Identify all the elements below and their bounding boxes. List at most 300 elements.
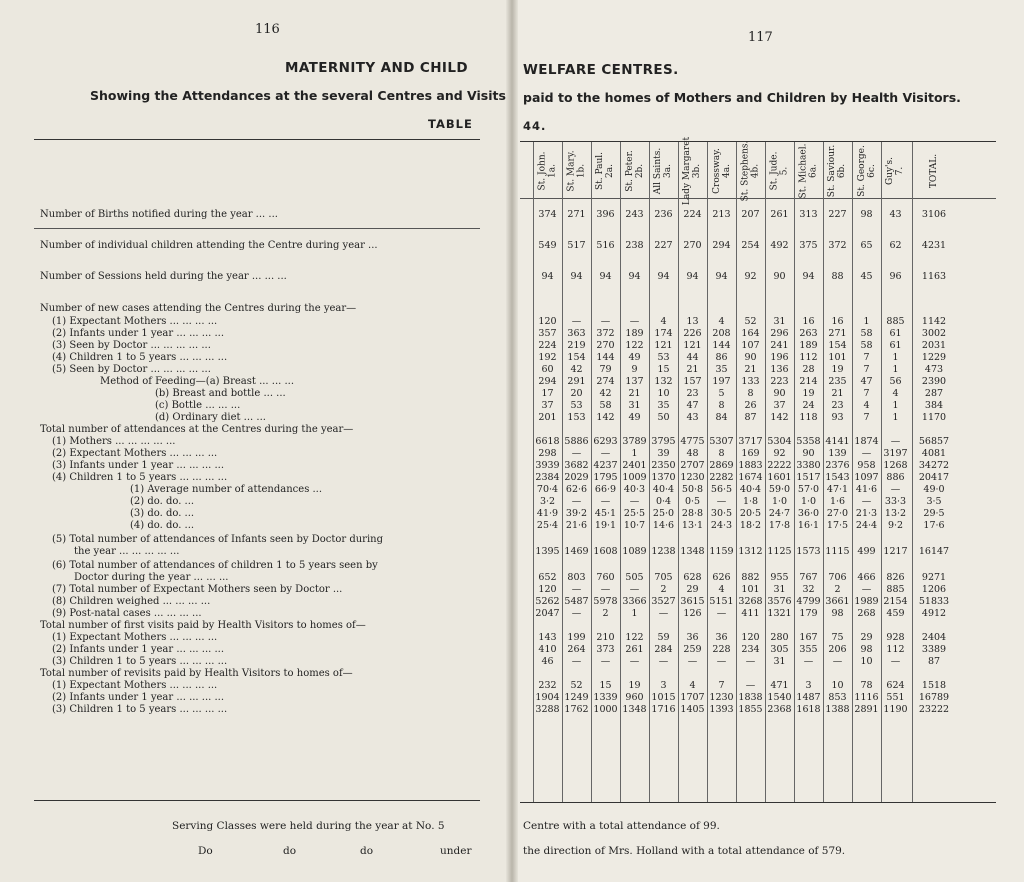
column-header-text: St. George. 6c.	[856, 145, 877, 197]
row-label: (3) do. do. ...	[130, 508, 195, 519]
row-label: (2) Expectant Mothers ... ... ... ...	[52, 448, 218, 459]
table-cell: 112	[799, 352, 818, 363]
table-cell: 1883	[738, 460, 763, 471]
table-cell: 1904	[535, 692, 560, 703]
row-label: Doctor during the year ... ... ...	[74, 572, 229, 583]
table-cell: 30·5	[710, 508, 733, 519]
table-cell: 132	[654, 376, 673, 387]
row-label: (d) Ordinary diet ... ...	[155, 412, 266, 423]
table-cell: 2350	[651, 460, 676, 471]
table-cell: —	[600, 496, 611, 507]
table-cell: 56	[889, 376, 902, 387]
table-cell: 31	[773, 656, 786, 667]
table-cell: 270	[683, 240, 702, 251]
table-cell: 13·1	[681, 520, 704, 531]
table-cell: 2029	[564, 472, 589, 483]
table-cell: 296	[770, 328, 789, 339]
table-cell: 274	[596, 376, 615, 387]
table-cell: 224	[538, 340, 557, 351]
table-cell: 3197	[883, 448, 908, 459]
table-cell: 549	[538, 240, 557, 251]
table-cell: 1163	[921, 271, 947, 282]
table-cell: 90	[744, 352, 757, 363]
row-label: (3) Infants under 1 year ... ... ... ...	[52, 460, 225, 471]
row-label: (1) Mothers ... ... ... ... ...	[52, 436, 176, 447]
table-cell: 5358	[796, 436, 821, 447]
table-cell: 2869	[709, 460, 734, 471]
table-cell: 17·5	[826, 520, 849, 531]
footnote-do-3: do	[360, 845, 374, 857]
row-label: Total number of attendances at the Centres during the year—	[40, 424, 354, 435]
table-cell: 551	[886, 692, 905, 703]
table-cell: 53	[657, 352, 670, 363]
table-cell: 8	[747, 388, 754, 399]
table-cell: 499	[857, 546, 876, 557]
row-label: (6) Total number of attendances of children 1 to 5 years seen by	[52, 560, 378, 571]
table-cell: 1469	[564, 546, 589, 557]
table-cell: 79	[599, 364, 612, 375]
table-cell: 363	[567, 328, 586, 339]
table-cell: 1089	[622, 546, 647, 557]
column-header-text: Lady Margaret 3b.	[682, 136, 703, 206]
table-cell: —	[890, 484, 901, 495]
table-cell: 3795	[651, 436, 676, 447]
table-cell: 4	[660, 316, 667, 327]
table-cell: —	[716, 608, 727, 619]
table-cell: —	[629, 316, 640, 327]
table-cell: 853	[828, 692, 847, 703]
table-cell: 3366	[622, 596, 647, 607]
table-cell: 271	[828, 328, 847, 339]
table-cell: 1125	[767, 546, 792, 557]
table-cell: 1115	[825, 546, 850, 557]
table-cell: 90	[773, 271, 786, 282]
table-cell: 1874	[854, 436, 879, 447]
table-cell: 294	[712, 240, 731, 251]
table-cell: 305	[770, 644, 789, 655]
table-cell: 1601	[767, 472, 792, 483]
table-cell: 143	[538, 632, 557, 643]
table-cell: —	[571, 496, 582, 507]
table-cell: 4141	[825, 436, 850, 447]
table-cell: 294	[538, 376, 557, 387]
table-cell: 374	[538, 209, 557, 220]
table-cell: 189	[799, 340, 818, 351]
table-cell: —	[600, 316, 611, 327]
column-header-text: TOTAL.	[929, 153, 940, 189]
row-label: (5) Total number of attendances of Infants seen by Doctor during	[52, 534, 383, 545]
row-label: (1) Expectant Mothers ... ... ... ...	[52, 632, 218, 643]
table-cell: 36	[686, 632, 699, 643]
table-cell: 15	[599, 680, 612, 691]
table-cell: 96	[889, 271, 902, 282]
table-cell: 1170	[921, 412, 947, 423]
table-cell: —	[716, 656, 727, 667]
table-cell: 219	[567, 340, 586, 351]
table-cell: 3106	[921, 209, 947, 220]
column-header	[768, 148, 792, 194]
table-cell: 3	[805, 680, 812, 691]
table-cell: 1217	[883, 546, 908, 557]
table-cell: 10	[831, 680, 844, 691]
table-cell: 357	[538, 328, 557, 339]
table-cell: 928	[886, 632, 905, 643]
table-cell: 2368	[767, 704, 792, 715]
table-cell: 120	[538, 316, 557, 327]
column-header-text: All Saints. 3a.	[653, 147, 674, 195]
table-cell: 5	[718, 388, 725, 399]
table-cell: 4081	[921, 448, 947, 459]
table-cell: —	[745, 680, 756, 691]
table-cell: 3682	[564, 460, 589, 471]
table-cell: 826	[886, 572, 905, 583]
table-cell: 471	[770, 680, 789, 691]
table-cell: 49	[628, 352, 641, 363]
column-header-text: St. Mary. 1b.	[566, 150, 587, 192]
table-cell: 32	[802, 584, 815, 595]
table-cell: 118	[799, 412, 818, 423]
table-cell: 94	[541, 271, 554, 282]
table-cell: 36·0	[797, 508, 820, 519]
table-cell: 3939	[535, 460, 560, 471]
table-cell: 960	[625, 692, 644, 703]
table-cell: 179	[799, 608, 818, 619]
table-cell: 355	[799, 644, 818, 655]
table-cell: 1238	[651, 546, 676, 557]
table-cell: 101	[741, 584, 760, 595]
table-cell: 885	[886, 584, 905, 595]
table-cell: 21	[686, 364, 699, 375]
table-cell: 21	[831, 388, 844, 399]
row-label: (4) Children 1 to 5 years ... ... ... ...	[52, 352, 228, 363]
row-label: Number of new cases attending the Centres during the year—	[40, 303, 357, 314]
table-cell: 9·2	[887, 520, 904, 531]
table-cell: 29	[860, 632, 873, 643]
table-cell: 50·8	[681, 484, 704, 495]
table-cell: 34272	[918, 460, 950, 471]
column-header-text: St. Saviour. 6b.	[827, 144, 848, 198]
table-cell: 10·7	[623, 520, 646, 531]
table-cell: 5487	[564, 596, 589, 607]
table-cell: 27·0	[826, 508, 849, 519]
table-cell: —	[890, 436, 901, 447]
table-cell: 3288	[535, 704, 560, 715]
table-cell: 235	[828, 376, 847, 387]
table-cell: 23	[831, 400, 844, 411]
table-cell: 313	[799, 209, 818, 220]
table-cell: 1000	[593, 704, 618, 715]
table-cell: 7	[718, 680, 725, 691]
table-cell: 287	[924, 388, 944, 399]
table-cell: 2031	[921, 340, 947, 351]
table-cell: 1·0	[800, 496, 817, 507]
table-cell: 94	[570, 271, 583, 282]
table-cell: 21·6	[565, 520, 588, 531]
table-cell: 46	[541, 656, 554, 667]
table-cell: 226	[683, 328, 702, 339]
table-cell: 58	[860, 328, 873, 339]
table-cell: 98	[831, 608, 844, 619]
table-cell: 154	[567, 352, 586, 363]
row-label: Number of Sessions held during the year ... ... ...	[40, 271, 287, 282]
table-cell: 1321	[767, 608, 792, 619]
table-cell: 23	[686, 388, 699, 399]
table-cell: 2384	[535, 472, 560, 483]
table-cell: 2401	[622, 460, 647, 471]
row-label: (7) Total number of Expectant Mothers seen by Doctor ...	[52, 584, 343, 595]
row-label: Total number of first visits paid by Health Visitors to homes of—	[40, 620, 366, 631]
table-cell: 5151	[709, 596, 734, 607]
table-cell: 58	[599, 400, 612, 411]
table-cell: 20	[570, 388, 583, 399]
table-cell: 61	[889, 328, 902, 339]
table-cell: 25·4	[536, 520, 559, 531]
table-cell: 65	[860, 240, 873, 251]
table-cell: 20·5	[739, 508, 762, 519]
table-cell: 189	[625, 328, 644, 339]
table-cell: 1543	[825, 472, 850, 483]
table-cell: 26	[744, 400, 757, 411]
table-cell: 236	[654, 209, 673, 220]
table-cell: 0·4	[655, 496, 672, 507]
row-label: (3) Children 1 to 5 years ... ... ... ...	[52, 704, 228, 715]
table-cell: 5262	[535, 596, 560, 607]
table-cell: 37	[773, 400, 786, 411]
table-cell: 0·5	[684, 496, 701, 507]
table-cell: 264	[567, 644, 586, 655]
table-cell: 24·4	[855, 520, 878, 531]
table-cell: 2222	[767, 460, 792, 471]
table-bottom-rule-right	[520, 802, 996, 803]
table-cell: —	[861, 448, 872, 459]
table-cell: 1388	[825, 704, 850, 715]
table-cell: 705	[654, 572, 673, 583]
table-cell: 21	[628, 388, 641, 399]
header-rule-left	[34, 228, 480, 229]
table-cell: 1190	[883, 704, 908, 715]
table-cell: 4231	[921, 240, 947, 251]
row-label: (1) Expectant Mothers ... ... ... ...	[52, 680, 218, 691]
table-cell: 1·6	[829, 496, 846, 507]
table-cell: 8	[718, 448, 725, 459]
table-cell: —	[832, 656, 843, 667]
table-cell: 1339	[593, 692, 618, 703]
table-cell: 4237	[593, 460, 618, 471]
table-cell: 25·0	[652, 508, 675, 519]
table-cell: 49·0	[923, 484, 945, 495]
row-label: (3) Children 1 to 5 years ... ... ... ...	[52, 656, 228, 667]
table-cell: 466	[857, 572, 876, 583]
table-cell: 167	[799, 632, 818, 643]
table-cell: 210	[596, 632, 615, 643]
table-cell: 59	[657, 632, 670, 643]
table-cell: 57·0	[797, 484, 820, 495]
table-cell: 7	[863, 412, 870, 423]
table-cell: 40·3	[623, 484, 646, 495]
table-cell: 21	[744, 364, 757, 375]
table-cell: 39·2	[565, 508, 588, 519]
table-cell: 154	[828, 340, 847, 351]
row-label: (5) Seen by Doctor ... ... ... ... ...	[52, 364, 211, 375]
table-cell: 1015	[651, 692, 676, 703]
table-cell: 3	[660, 680, 667, 691]
table-cell: 84	[715, 412, 728, 423]
table-cell: 373	[596, 644, 615, 655]
table-cell: 196	[770, 352, 789, 363]
table-cell: 4	[863, 400, 870, 411]
table-cell: 767	[799, 572, 818, 583]
column-header-text: St. Michael. 6a.	[798, 143, 819, 199]
table-cell: 157	[683, 376, 702, 387]
table-cell: 137	[625, 376, 644, 387]
table-cell: 92	[773, 448, 786, 459]
table-cell: 3268	[738, 596, 763, 607]
table-cell: 2	[660, 584, 667, 595]
table-cell: 98	[860, 209, 873, 220]
table-cell: 384	[924, 400, 944, 411]
table-cell: 169	[741, 448, 760, 459]
table-cell: 43	[686, 412, 699, 423]
column-header-text: Crossway. 4a.	[711, 148, 732, 194]
table-cell: 121	[683, 340, 702, 351]
table-cell: 24·3	[710, 520, 733, 531]
table-cell: 1142	[921, 316, 947, 327]
table-cell: 6618	[535, 436, 560, 447]
row-label: Method of Feeding—(a) Breast ... ... ...	[100, 376, 295, 387]
table-cell: 19	[628, 680, 641, 691]
table-cell: 87	[927, 656, 941, 667]
table-cell: 112	[886, 644, 905, 655]
table-cell: 1348	[680, 546, 705, 557]
table-cell: 1097	[854, 472, 879, 483]
table-cell: 47	[860, 376, 873, 387]
table-cell: 3789	[622, 436, 647, 447]
table-label-right: 44.	[523, 119, 547, 133]
table-cell: 16	[831, 316, 844, 327]
table-label-left: TABLE	[428, 117, 473, 131]
table-cell: 206	[828, 644, 847, 655]
table-cell: —	[571, 316, 582, 327]
column-header	[681, 136, 705, 206]
table-cell: 459	[886, 608, 905, 619]
table-cell: 66·9	[594, 484, 617, 495]
table-cell: 227	[654, 240, 673, 251]
table-cell: —	[571, 448, 582, 459]
table-cell: —	[890, 656, 901, 667]
table-cell: 60	[541, 364, 554, 375]
table-cell: 2390	[921, 376, 947, 387]
table-cell: 1795	[593, 472, 618, 483]
table-cell: 223	[770, 376, 789, 387]
table-cell: 10	[657, 388, 670, 399]
table-cell: 1	[892, 412, 899, 423]
table-cell: —	[600, 656, 611, 667]
table-cell: —	[629, 584, 640, 595]
row-label: (2) Infants under 1 year ... ... ... ...	[52, 328, 225, 339]
table-cell: 1348	[622, 704, 647, 715]
table-cell: 33·3	[884, 496, 907, 507]
table-cell: 2	[602, 608, 609, 619]
table-cell: 13·2	[884, 508, 907, 519]
table-cell: 372	[828, 240, 847, 251]
title-right: WELFARE CENTRES.	[523, 62, 679, 78]
table-cell: 201	[538, 412, 557, 423]
column-header	[536, 148, 560, 194]
table-cell: 62·6	[565, 484, 588, 495]
table-cell: 263	[799, 328, 818, 339]
subtitle-right: paid to the homes of Mothers and Children by Health Visitors.	[523, 90, 961, 105]
table-cell: 19	[802, 388, 815, 399]
table-cell: 4912	[921, 608, 947, 619]
table-cell: 1608	[593, 546, 618, 557]
table-cell: 17·8	[768, 520, 791, 531]
table-cell: 16·1	[797, 520, 820, 531]
table-cell: 78	[860, 680, 873, 691]
table-cell: 224	[683, 209, 702, 220]
table-cell: 516	[596, 240, 615, 251]
column-header	[855, 145, 879, 197]
table-cell: 19	[831, 364, 844, 375]
table-cell: 1229	[921, 352, 947, 363]
table-cell: 51833	[918, 596, 950, 607]
table-cell: 15	[657, 364, 670, 375]
table-cell: 136	[770, 364, 789, 375]
table-cell: 803	[567, 572, 586, 583]
table-cell: 7	[863, 388, 870, 399]
table-cell: 16789	[918, 692, 950, 703]
table-cell: 410	[538, 644, 557, 655]
table-cell: 1·0	[771, 496, 788, 507]
table-cell: 1518	[921, 680, 947, 691]
table-cell: 1716	[651, 704, 676, 715]
table-cell: 2	[834, 584, 841, 595]
table-bottom-rule-left	[34, 800, 480, 801]
table-cell: 261	[625, 644, 644, 655]
table-cell: 3389	[921, 644, 947, 655]
row-label: (b) Breast and bottle ... ...	[155, 388, 286, 399]
table-cell: 1674	[738, 472, 763, 483]
table-cell: 164	[741, 328, 760, 339]
table-cell: 1	[863, 316, 870, 327]
table-top-rule-left	[34, 139, 480, 140]
table-cell: 48	[686, 448, 699, 459]
table-cell: 174	[654, 328, 673, 339]
table-cell: 1762	[564, 704, 589, 715]
column-header	[922, 148, 946, 194]
table-cell: 29·5	[923, 508, 945, 519]
table-cell: 473	[924, 364, 944, 375]
table-cell: 228	[712, 644, 731, 655]
table-cell: 234	[741, 644, 760, 655]
column-header-text: Guy's. 7.	[885, 156, 906, 186]
table-cell: 9271	[921, 572, 947, 583]
table-cell: 24	[802, 400, 815, 411]
table-cell: 1	[631, 448, 638, 459]
footnote-do-1: Do	[198, 845, 213, 857]
table-cell: —	[600, 448, 611, 459]
table-cell: 45·1	[594, 508, 617, 519]
table-cell: 8	[718, 400, 725, 411]
table-cell: 49	[628, 412, 641, 423]
table-cell: 958	[857, 460, 876, 471]
table-cell: 44	[686, 352, 699, 363]
table-cell: 43	[889, 209, 902, 220]
row-label: (2) do. do. ...	[130, 496, 195, 507]
table-cell: 1540	[767, 692, 792, 703]
table-cell: 1393	[709, 704, 734, 715]
table-cell: 13	[686, 316, 699, 327]
table-cell: 126	[683, 608, 702, 619]
